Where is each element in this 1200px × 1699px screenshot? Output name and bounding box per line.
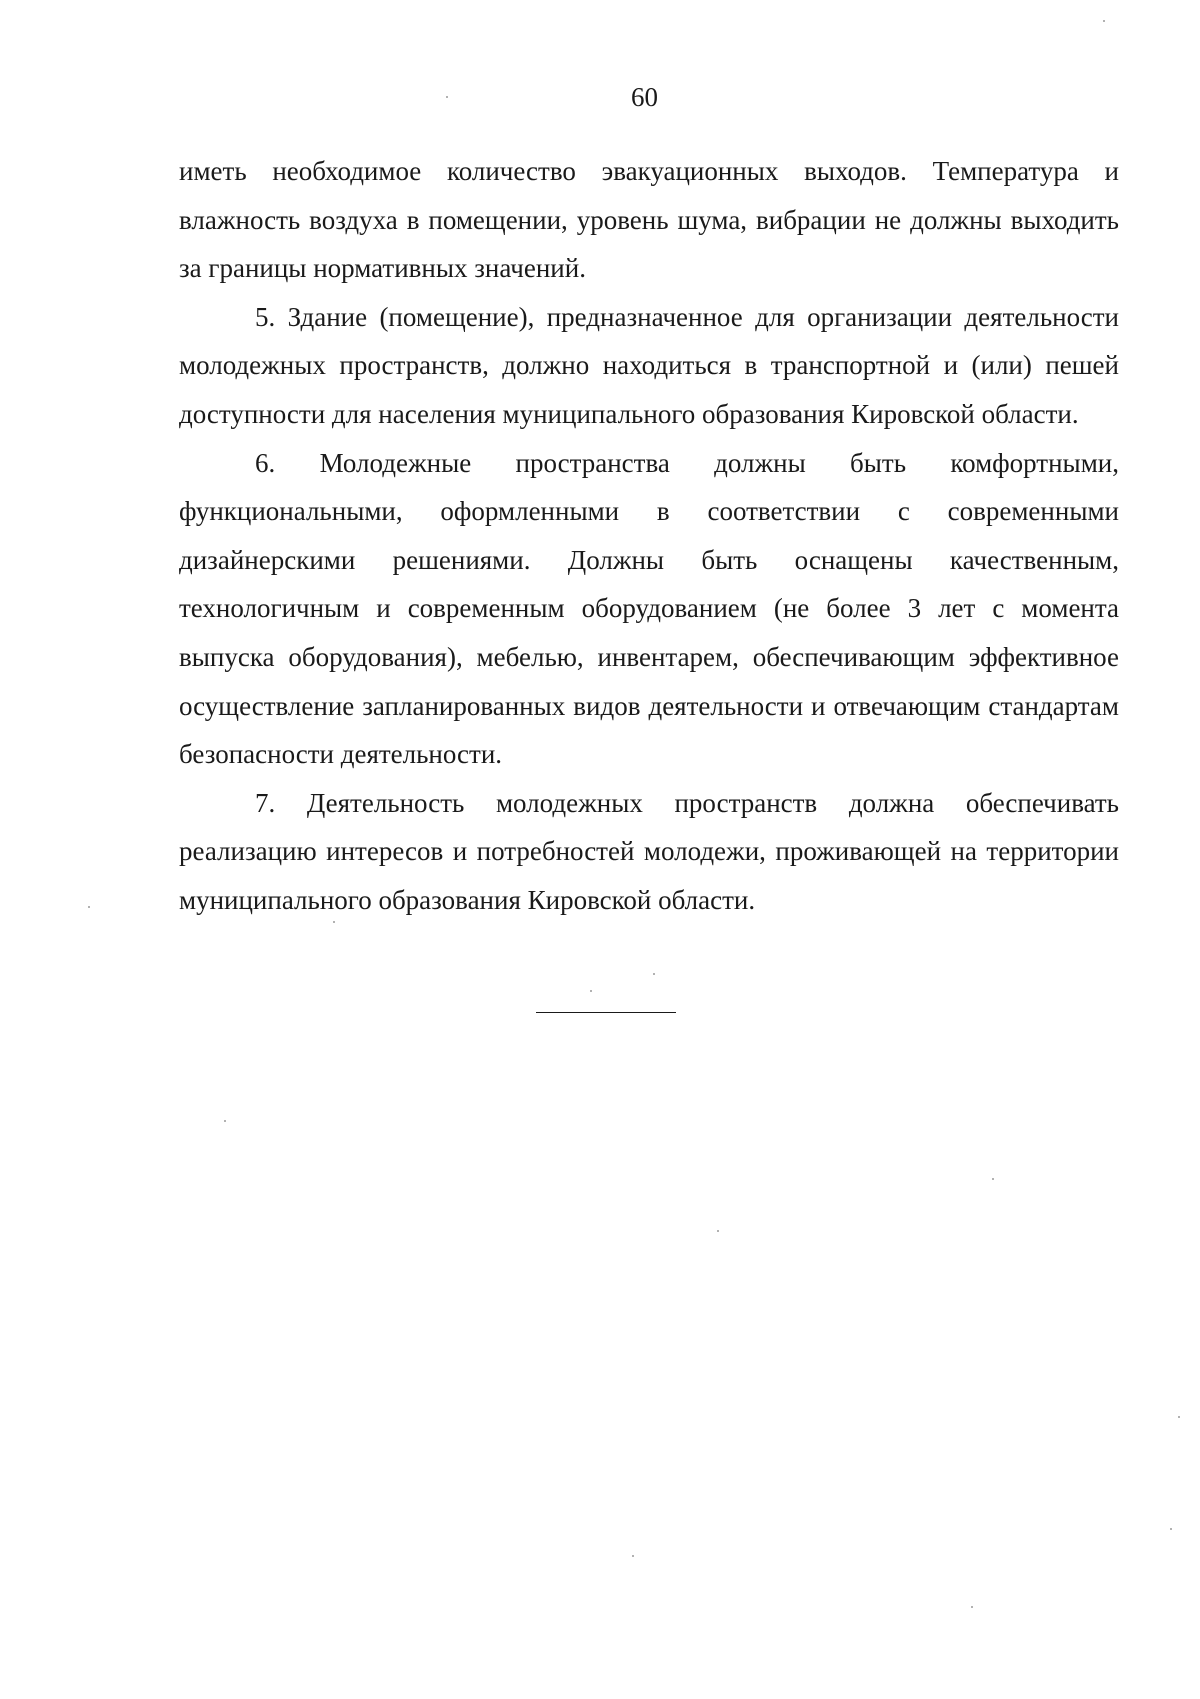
scan-speck [224,1120,226,1122]
document-body [179,147,1119,925]
page-number: 60 [631,82,658,112]
scan-speck [446,96,448,98]
scan-speck [717,1230,719,1232]
paragraph-item-5: 5. Здание (помещение), предназначенное для организации деятельности молодежных пространств, должно находиться в транспортной и (или) пешей доступности для населения муниципального образования Кировской области. [179,301,1119,429]
scan-speck [653,973,655,975]
scan-speck [1170,1528,1172,1530]
scan-speck [590,990,592,992]
scan-speck [333,921,335,923]
scan-speck [971,1606,973,1608]
paragraph-item-6: 6. Молодежные пространства должны быть комфортными, функциональными, оформленными в соответствии с современными дизайнерскими решениями. Должны быть оснащены качественным, технологичным и современным оборудованием (не более 3 лет с момента выпуска оборудования), мебелью, инвентарем, обеспечивающим эффективное осуществление запланированных видов деятельности и отвечающим стандартам безопасности деятельности. [179,447,1119,770]
end-of-text-rule [536,1012,676,1013]
scan-speck [992,1178,994,1180]
scan-speck [88,906,90,908]
scan-speck [632,1555,634,1557]
scan-speck [1178,1416,1180,1418]
paragraph-continuation: иметь необходимое количество эвакуационных выходов. Температура и влажность воздуха в помещении, уровень шума, вибрации не должны выходить за границы нормативных значений. [179,156,1119,284]
paragraph-item-7: 7. Деятельность молодежных пространств должна обеспечивать реализацию интересов и потребностей молодежи, проживающей на территории муниципального образования Кировской области. [179,787,1119,915]
scan-speck [1103,20,1105,22]
